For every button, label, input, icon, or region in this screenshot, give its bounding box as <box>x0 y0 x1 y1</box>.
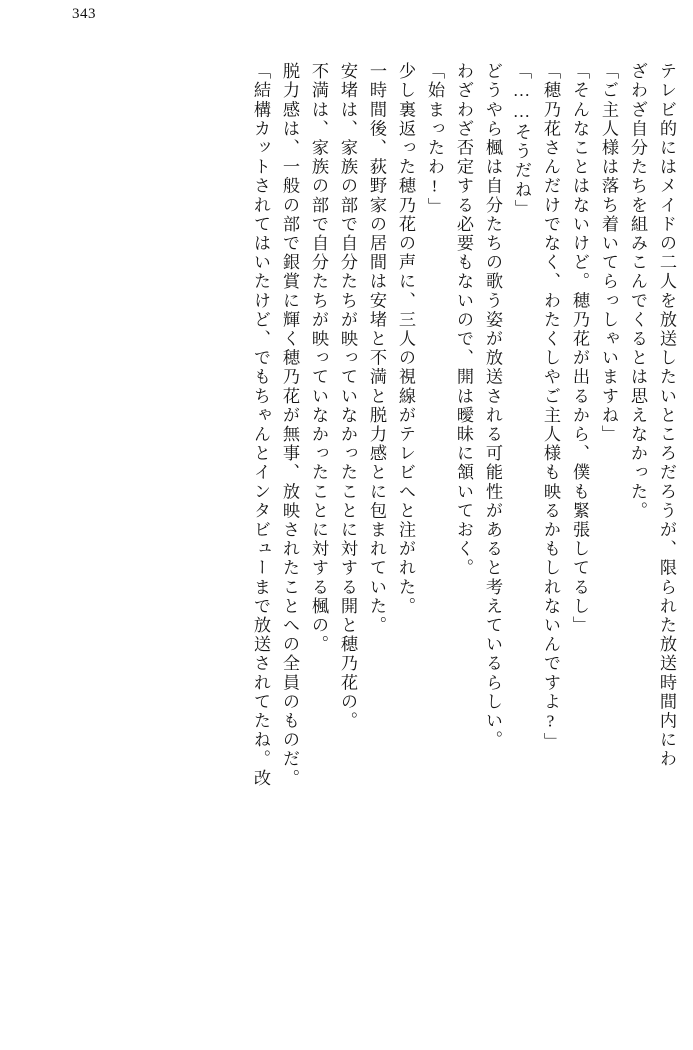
page-number: 343 <box>72 6 96 22</box>
text-line: 脱力感は、一般の部で銀賞に輝く穂乃花が無事、放映されたことへの全員のものだ。 <box>280 62 299 788</box>
text-line: どうやら楓は自分たちの歌う姿が放送される可能性があると考えているらしい。 <box>483 62 502 750</box>
text-line: わざわざ否定する必要もないので、開は曖昧に頷いておく。 <box>454 62 473 578</box>
text-line: 「穂乃花さんだけでなく、わたくしやご主人様も映るかもしれないんですよ?」 <box>541 62 560 752</box>
text-line: テレビ的にはメイドの二人を放送したいところだろうが、限られた放送時間内にわ <box>657 62 676 769</box>
text-line: 安堵は、家族の部で自分たちが映っていなかったことに対する開と穂乃花の。 <box>338 62 357 731</box>
text-line: ざわざ自分たちを組みこんでくるとは思えなかった。 <box>628 62 647 521</box>
text-line: 不満は、家族の部で自分たちが映っていなかったことに対する楓の。 <box>309 62 328 655</box>
vertical-text-body <box>28 62 675 992</box>
text-line: 「そんなことはないけど。穂乃花が出るから、僕も緊張してるし」 <box>570 62 589 635</box>
text-line: 「ご主人様は落ち着いてらっしゃいますね」 <box>599 62 618 444</box>
text-line: 「……そうだね」 <box>512 62 531 219</box>
text-line: 一時間後、荻野家の居間は安堵と不満と脱力感とに包まれていた。 <box>367 62 386 635</box>
text-line: 少し裏返った穂乃花の声に、三人の視線がテレビへと注がれた。 <box>396 62 415 616</box>
text-line: 「始まったわ!」 <box>425 62 444 217</box>
text-line: 「結構カットされてはいたけど、でもちゃんとインタビューまで放送されてたね。改 <box>251 62 270 788</box>
